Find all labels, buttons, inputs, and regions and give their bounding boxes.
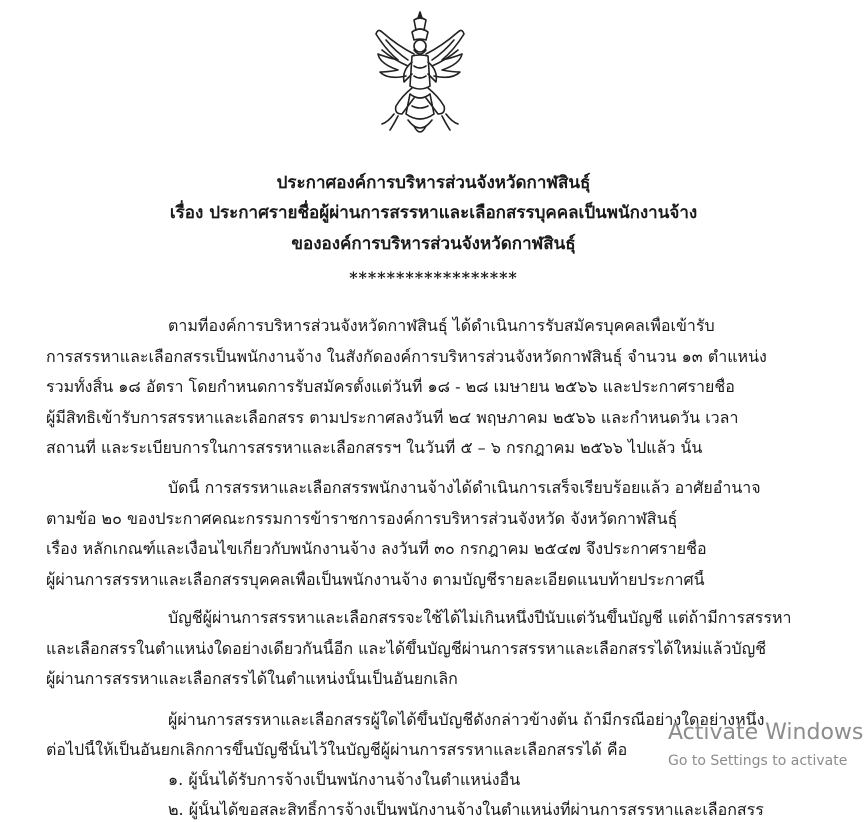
watermark-title: Activate Windows	[668, 720, 864, 745]
announcement-title: ประกาศองค์การบริหารส่วนจังหวัดกาฬสินธุ์	[276, 173, 591, 193]
paragraph-line: และเลือกสรรในตำแหน่งใดอย่างเดียวกันนี้อีก และได้ขึ้นบัญชีผ่านการสรรหาและเลือกสรรได้ใหม่แล้วบัญชี	[46, 639, 767, 658]
activation-watermark	[668, 720, 863, 770]
paragraph-line: ตามที่องค์การบริหารส่วนจังหวัดกาฬสินธุ์ ได้ดำเนินการรับสมัครบุคคลเพื่อเข้ารับ	[168, 316, 715, 335]
paragraph-line: ผู้ผ่านการสรรหาและเลือกสรรบุคคลเพื่อเป็นพนักงานจ้าง ตามบัญชีรายละเอียดแนบท้ายประกาศนี้	[46, 570, 705, 589]
paragraph-line: สถานที่ และระเบียบการในการสรรหาและเลือกสรรฯ ในวันที่ ๕ – ๖ กรกฎาคม ๒๕๖๖ ไปแล้ว นั้น	[46, 438, 703, 457]
paragraph-line: ตามข้อ ๒๐ ของประกาศคณะกรรมการข้าราชการองค์การบริหารส่วนจังหวัด จังหวัดกาฬสินธุ์	[46, 509, 678, 528]
paragraph-line: รวมทั้งสิ้น ๑๘ อัตรา โดยกำหนดการรับสมัครตั้งแต่วันที่ ๑๘ - ๒๘ เมษายน ๒๕๖๖ และประกาศรายชื่อ	[46, 377, 735, 396]
list-item: ๑. ผู้นั้นได้รับการจ้างเป็นพนักงานจ้างในตำแหน่งอื่น	[168, 770, 521, 789]
list-item: ๒. ผู้นั้นได้ขอสละสิทธิ์การจ้างเป็นพนักงานจ้างในตำแหน่งที่ผ่านการสรรหาและเลือกสรร	[168, 800, 764, 819]
paragraph-line: ผู้ผ่านการสรรหาและเลือกสรรได้ในตำแหน่งนั้นเป็นอันยกเลิก	[46, 669, 458, 688]
paragraph-line: บัญชีผู้ผ่านการสรรหาและเลือกสรรจะใช้ได้ไม่เกินหนึ่งปีนับแต่วันขึ้นบัญชี แต่ถ้ามีการสรรหา	[168, 608, 792, 627]
watermark-subtitle: Go to Settings to activate	[668, 753, 848, 769]
paragraph-line: ผู้มีสิทธิเข้ารับการสรรหาและเลือกสรร ตามประกาศลงวันที่ ๒๔ พฤษภาคม ๒๕๖๖ และกำหนดวัน เวลา	[46, 408, 739, 427]
announcement-subject-continued: ขององค์การบริหารส่วนจังหวัดกาฬสินธุ์	[291, 234, 576, 254]
paragraph-line: บัดนี้ การสรรหาและเลือกสรรพนักงานจ้างได้ดำเนินการเสร็จเรียบร้อยแล้ว อาศัยอำนาจ	[168, 478, 761, 497]
paragraph-line: การสรรหาและเลือกสรรเป็นพนักงานจ้าง ในสังกัดองค์การบริหารส่วนจังหวัดกาฬสินธุ์ จำนวน ๑๓ ตำแหน่ง	[46, 347, 767, 366]
paragraph-line: ผู้ผ่านการสรรหาและเลือกสรรผู้ใดได้ขึ้นบัญชีดังกล่าวข้างต้น ถ้ามีกรณีอย่างใดอย่างหนึ่ง	[168, 710, 765, 729]
paragraph-line: เรื่อง หลักเกณฑ์และเงื่อนไขเกี่ยวกับพนักงานจ้าง ลงวันที่ ๓๐ กรกฎาคม ๒๕๔๗ จึงประกาศรายชื่อ	[46, 539, 707, 558]
paragraph-line: ต่อไปนี้ให้เป็นอันยกเลิกการขึ้นบัญชีนั้นไว้ในบัญชีผู้ผ่านการสรรหาและเลือกสรรได้ คือ	[46, 740, 628, 759]
garuda-emblem-icon	[368, 10, 472, 142]
separator: ******************	[349, 268, 518, 287]
announcement-subject: เรื่อง ประกาศรายชื่อผู้ผ่านการสรรหาและเลือกสรรบุคคลเป็นพนักงานจ้าง	[169, 203, 698, 223]
